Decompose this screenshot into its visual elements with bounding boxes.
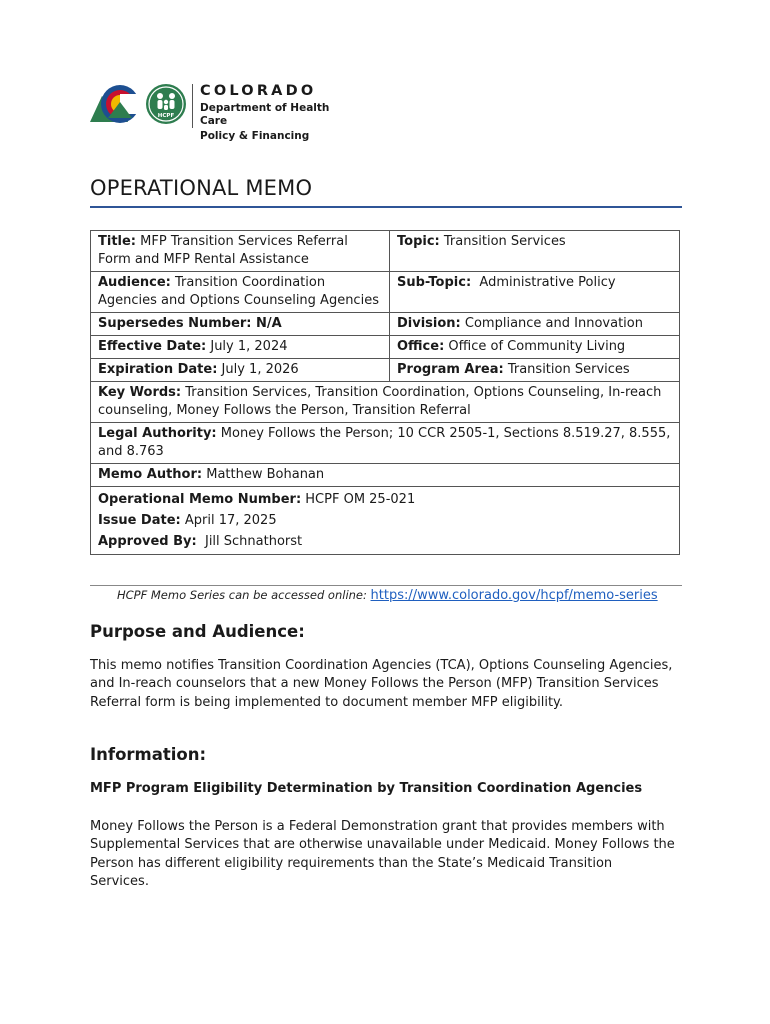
memo-number-label: Operational Memo Number:	[98, 492, 302, 507]
effective-value: July 1, 2024	[210, 339, 288, 354]
issue-date-label: Issue Date:	[98, 513, 181, 528]
table-row	[91, 272, 680, 313]
expiration-label: Expiration Date:	[98, 362, 218, 377]
legal-authority-label: Legal Authority:	[98, 426, 217, 441]
approved-by-label: Approved By:	[98, 534, 197, 549]
supersedes-text: Supersedes Number: N/A	[98, 316, 282, 331]
subtopic-cell	[390, 272, 680, 313]
table-row	[91, 382, 680, 423]
topic-cell	[390, 231, 680, 272]
issue-date-value: April 17, 2025	[184, 513, 277, 528]
table-row	[91, 336, 680, 359]
table-row	[91, 359, 680, 382]
information-subheading: MFP Program Eligibility Determination by Transition Coordination Agencies	[90, 781, 643, 796]
seal-text: HCPF	[157, 113, 175, 119]
program-area-cell	[390, 359, 680, 382]
program-area-value: Transition Services	[507, 362, 630, 377]
audience-cell	[91, 272, 390, 313]
table-row	[91, 487, 680, 555]
issue-date-line	[98, 510, 673, 531]
information-paragraph: Money Follows the Person is a Federal Demonstration grant that provides members with Supplemental Services that are otherwise unavailable under Medicaid. Money Follows the Person has different eligibility requirements than the State’s Medicaid Transition Services.	[90, 819, 675, 890]
table-row	[91, 313, 680, 336]
expiration-cell	[91, 359, 390, 382]
memo-author-label: Memo Author:	[98, 467, 203, 482]
legal-authority-value: Money Follows the Person; 10 CCR 2505-1, Sections 8.519.27, 8.555, and 8.763	[98, 426, 671, 459]
memo-author-value: Matthew Bohanan	[206, 467, 325, 482]
audience-value: Transition Coordination Agencies and Options Counseling Agencies	[98, 275, 379, 308]
office-label: Office:	[397, 339, 445, 354]
memo-author-cell	[91, 464, 680, 487]
division-value: Compliance and Innovation	[464, 316, 643, 331]
topic-value: Transition Services	[443, 234, 566, 249]
approved-by-value: Jill Schnathorst	[204, 534, 303, 549]
subtopic-label: Sub-Topic:	[397, 275, 472, 290]
table-row	[91, 231, 680, 272]
approved-by-line	[98, 531, 673, 552]
purpose-heading: Purpose and Audience:	[90, 622, 305, 641]
keywords-value: Transition Services, Transition Coordination, Options Counseling, In-reach counseling, Money Follows the Person, Transition Referral	[98, 385, 662, 418]
memo-number-line	[98, 489, 673, 510]
table-row	[91, 423, 680, 464]
topic-label: Topic:	[397, 234, 440, 249]
logo-state: COLORADO	[200, 83, 317, 99]
memo-issue-cell	[91, 487, 680, 555]
hcpf-logo	[90, 82, 350, 142]
memo-number-value: HCPF OM 25-021	[305, 492, 416, 507]
colorado-flag-logo-icon	[90, 82, 190, 132]
keywords-cell	[91, 382, 680, 423]
logo-text	[200, 82, 350, 143]
memo-series-link[interactable]: https://www.colorado.gov/hcpf/memo-series	[370, 588, 658, 603]
effective-cell	[91, 336, 390, 359]
supersedes-cell	[91, 313, 390, 336]
logo-dept-line2: Policy & Financing	[200, 130, 310, 142]
office-cell	[390, 336, 680, 359]
audience-label: Audience:	[98, 275, 171, 290]
memo-title: OPERATIONAL MEMO	[90, 176, 313, 200]
logo-divider	[192, 84, 193, 128]
subtopic-value: Administrative Policy	[479, 275, 616, 290]
title-label: Title:	[98, 234, 137, 249]
source-text: HCPF Memo Series can be accessed online:	[117, 588, 367, 602]
title-value: MFP Transition Services Referral Form and MFP Rental Assistance	[98, 234, 348, 267]
division-cell	[390, 313, 680, 336]
logo-dept-line1: Department of Health Care	[200, 102, 330, 127]
legal-authority-cell	[91, 423, 680, 464]
purpose-paragraph: This memo notifies Transition Coordination Agencies (TCA), Options Counseling Agencies, and In-reach counselors that a new Money Follows the Person (MFP) Transition Services Referral form is being implemented to document member MFP eligibility.	[90, 658, 673, 710]
title-cell	[91, 231, 390, 272]
program-area-label: Program Area:	[397, 362, 504, 377]
source-line	[117, 588, 658, 603]
memo-metadata-table	[90, 230, 680, 555]
title-rule	[90, 206, 682, 208]
information-heading: Information:	[90, 745, 207, 764]
division-label: Division:	[397, 316, 461, 331]
table-row	[91, 464, 680, 487]
effective-label: Effective Date:	[98, 339, 207, 354]
source-rule	[90, 585, 682, 586]
expiration-value: July 1, 2026	[221, 362, 299, 377]
keywords-label: Key Words:	[98, 385, 182, 400]
office-value: Office of Community Living	[448, 339, 626, 354]
